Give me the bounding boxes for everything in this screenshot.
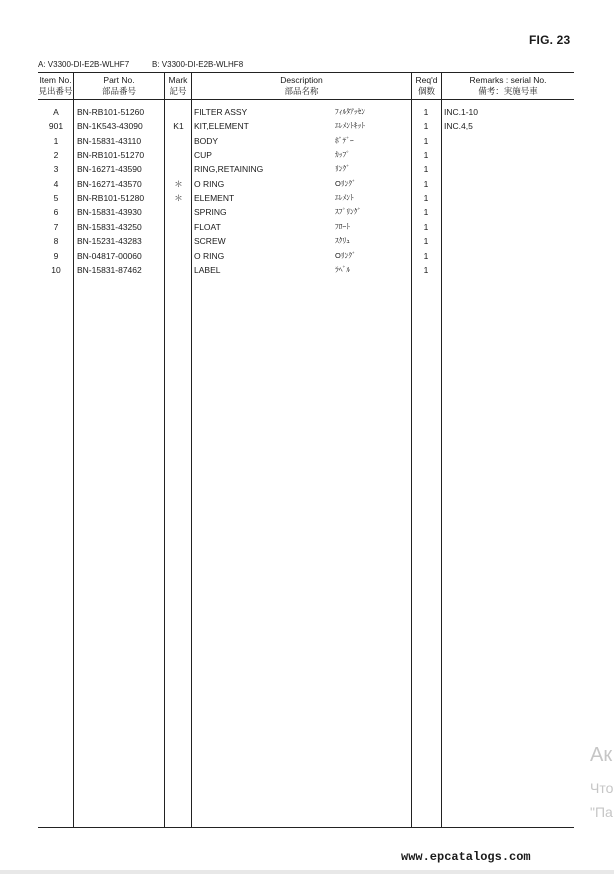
table-row [38, 177, 574, 191]
description-jp: Oﾘﾝｸﾞ [335, 251, 356, 260]
description: BODY [194, 136, 219, 146]
header-remarks [442, 75, 574, 97]
table-bottom-border [38, 827, 574, 828]
description-jp: ｴﾚﾒﾝﾄ [335, 193, 354, 202]
header-mark [165, 75, 191, 97]
item-no: 10 [51, 265, 61, 275]
description: KIT,ELEMENT [194, 121, 249, 131]
table-row [38, 134, 574, 148]
table-row [38, 263, 574, 277]
description: LABEL [194, 265, 221, 275]
watermark-line-2: Что [590, 780, 614, 796]
description-jp: ﾘﾝｸﾞ [335, 164, 350, 173]
header-reqd-jp: 個数 [417, 86, 435, 96]
part-no: BN-15831-87462 [77, 265, 142, 275]
header-description [192, 75, 411, 97]
header-mark-en: Mark [168, 75, 188, 85]
quantity: 1 [423, 236, 429, 246]
mark: ＊ [174, 193, 183, 203]
part-no: BN-15831-43930 [77, 207, 142, 217]
description-jp: ﾎﾞﾃﾞｰ [335, 136, 354, 145]
header-remarks-en: Remarks : serial No. [469, 75, 547, 85]
table-row [38, 191, 574, 205]
watermark-line-3: "Па [590, 804, 613, 820]
header-remarks-jp: 備考：実施号車 [478, 86, 538, 96]
item-no: 9 [53, 251, 59, 261]
remarks: INC.1-10 [444, 107, 479, 117]
quantity: 1 [423, 222, 429, 232]
part-no: BN-RB101-51280 [77, 193, 145, 203]
quantity: 1 [423, 121, 429, 131]
table-header-divider [38, 99, 574, 100]
header-part-no [74, 75, 164, 97]
part-no: BN-04817-00060 [77, 251, 142, 261]
model-a-label: A: V3300-DI-E2B-WLHF7 [38, 60, 130, 69]
description: O RING [194, 179, 225, 189]
item-no: 3 [53, 164, 59, 174]
table-row [38, 249, 574, 263]
description: SPRING [194, 207, 227, 217]
item-no: 6 [53, 207, 59, 217]
header-description-jp: 部品名称 [284, 86, 319, 96]
quantity: 1 [423, 107, 429, 117]
description: FILTER ASSY [194, 107, 248, 117]
item-no: 8 [53, 236, 59, 246]
description: ELEMENT [194, 193, 235, 203]
part-no: BN-15831-43250 [77, 222, 142, 232]
table-row [38, 119, 574, 133]
figure-number: FIG. 23 [529, 33, 571, 47]
table-row [38, 205, 574, 219]
mark: K1 [173, 121, 184, 131]
table-row [38, 220, 574, 234]
header-item-no-jp: 見出番号 [38, 86, 73, 96]
description: O RING [194, 251, 225, 261]
footer-url: www.epcatalogs.com [401, 850, 531, 864]
item-no: 1 [53, 136, 59, 146]
description-jp: ｴﾚﾒﾝﾄｷｯﾄ [335, 121, 365, 130]
header-part-no-en: Part No. [103, 75, 135, 85]
header-item-no [38, 75, 73, 97]
header-mark-jp: 記号 [169, 86, 187, 96]
description: FLOAT [194, 222, 221, 232]
quantity: 1 [423, 207, 429, 217]
description: SCREW [194, 236, 226, 246]
header-reqd-en: Req'd [415, 75, 438, 85]
quantity: 1 [423, 179, 429, 189]
part-no: BN-15231-43283 [77, 236, 142, 246]
quantity: 1 [423, 193, 429, 203]
header-reqd [412, 75, 441, 97]
description-jp: ﾗﾍﾞﾙ [335, 265, 350, 274]
item-no: 7 [53, 222, 59, 232]
table-row [38, 162, 574, 176]
header-description-en: Description [280, 75, 323, 85]
mark: ＊ [174, 179, 183, 189]
remarks: INC.4,5 [444, 121, 473, 131]
table-top-border [38, 72, 574, 73]
watermark-line-1: Ак [590, 744, 613, 766]
quantity: 1 [423, 150, 429, 160]
header-item-no-en: Item No. [39, 75, 72, 85]
item-no: 901 [48, 121, 64, 131]
bottom-bar [0, 870, 614, 874]
part-no: BN-RB101-51270 [77, 150, 145, 160]
item-no: 2 [53, 150, 59, 160]
description-jp: Oﾘﾝｸﾞ [335, 179, 356, 188]
part-no: BN-16271-43590 [77, 164, 142, 174]
description-jp: ｶｯﾌﾟ [335, 150, 350, 159]
part-no: BN-1K543-43090 [77, 121, 143, 131]
table-row [38, 105, 574, 119]
description-jp: ｽﾌﾟﾘﾝｸﾞ [335, 207, 362, 216]
description-jp: ｽｸﾘｭ [335, 236, 350, 245]
description-jp: ﾌﾛｰﾄ [335, 222, 350, 231]
quantity: 1 [423, 164, 429, 174]
model-b-label: B: V3300-DI-E2B-WLHF8 [152, 60, 244, 69]
table-row [38, 234, 574, 248]
table-row [38, 148, 574, 162]
quantity: 1 [423, 136, 429, 146]
item-no: 4 [53, 179, 59, 189]
part-no: BN-RB101-51260 [77, 107, 145, 117]
description: CUP [194, 150, 212, 160]
part-no: BN-16271-43570 [77, 179, 142, 189]
description: RING,RETAINING [194, 164, 264, 174]
quantity: 1 [423, 265, 429, 275]
quantity: 1 [423, 251, 429, 261]
item-no: 5 [53, 193, 59, 203]
description-jp: ﾌｨﾙﾀｱｯｾﾝ [335, 107, 365, 116]
item-no: A [53, 107, 59, 117]
header-part-no-jp: 部品番号 [101, 86, 136, 96]
part-no: BN-15831-43110 [77, 136, 142, 146]
